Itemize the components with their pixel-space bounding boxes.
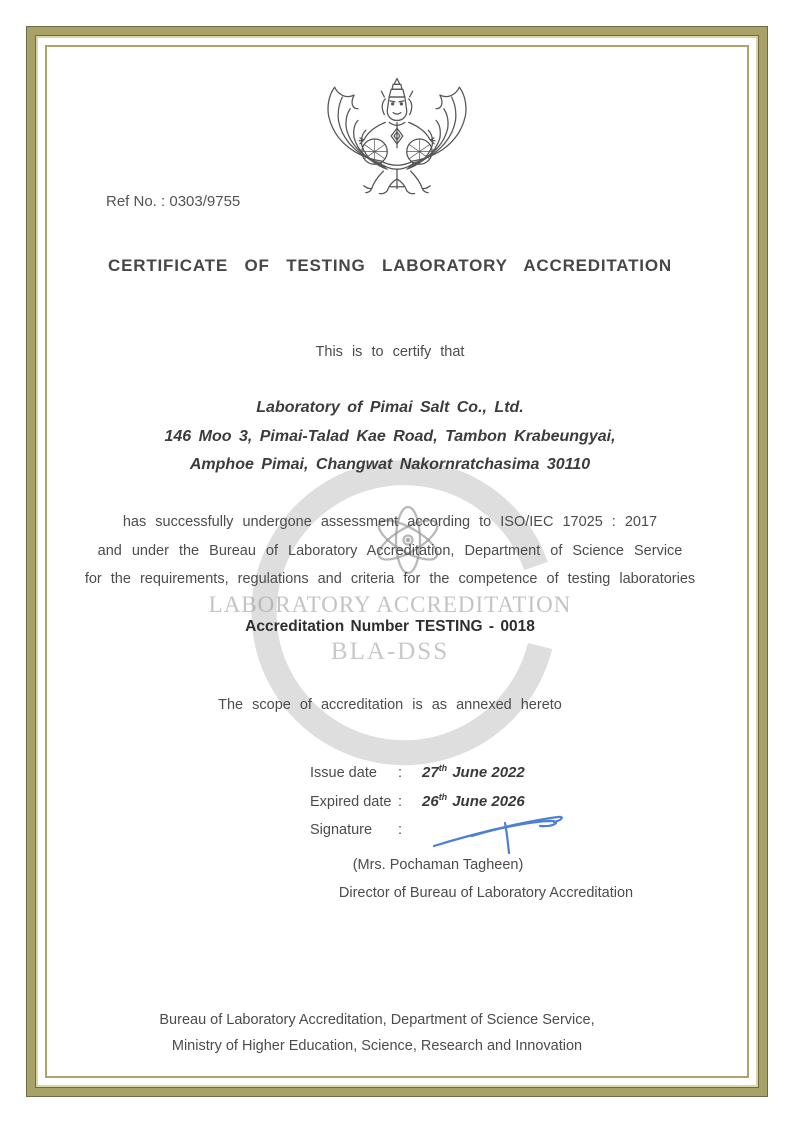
laboratory-address-line2: Amphoe Pimai, Changwat Nakornratchasima 30110 <box>189 456 591 473</box>
signature-stroke <box>428 806 570 858</box>
expired-date-value: 26th June 2026 <box>422 792 525 810</box>
expired-date-separator: : <box>398 794 403 810</box>
garuda-emblem <box>319 76 475 198</box>
issue-date-value: 27th June 2022 <box>422 763 525 781</box>
expired-date-label: Expired date <box>310 794 392 810</box>
accreditation-number: Accreditation Number TESTING - 0018 <box>245 618 535 635</box>
scope-note: The scope of accreditation is as annexed hereto <box>218 697 562 713</box>
issue-date-label: Issue date <box>310 765 377 781</box>
certify-intro: This is to certify that <box>315 344 465 360</box>
statement-line1: has successfully undergone assessment according to ISO/IEC 17025 : 2017 <box>122 514 658 530</box>
signatory-position: Director of Bureau of Laboratory Accreditation <box>338 885 634 901</box>
laboratory-address-line1: 146 Moo 3, Pimai-Talad Kae Road, Tambon Krabeungyai, <box>164 428 616 445</box>
issue-date-row <box>310 763 525 781</box>
watermark-abbr: BLA-DSS <box>330 638 450 665</box>
signature-row <box>310 822 422 838</box>
signature-label: Signature <box>310 822 373 838</box>
ref-number: Ref No. : 0303/9755 <box>106 193 241 210</box>
statement-line2: and under the Bureau of Laboratory Accreditation, Department of Science Service <box>97 543 683 559</box>
signatory-name: (Mrs. Pochaman Tagheen) <box>352 857 524 873</box>
certificate-title: CERTIFICATE OF TESTING LABORATORY ACCREDITATION <box>108 256 672 275</box>
signature-separator: : <box>398 822 403 838</box>
laboratory-name: Laboratory of Pimai Salt Co., Ltd. <box>256 399 524 416</box>
footer-line2: Ministry of Higher Education, Science, Research and Innovation <box>171 1038 583 1054</box>
watermark-title: LABORATORY ACCREDITATION <box>208 592 572 617</box>
statement-line3: for the requirements, regulations and criteria for the competence of testing laboratories <box>84 571 696 587</box>
footer-line1: Bureau of Laboratory Accreditation, Department of Science Service, <box>159 1012 595 1028</box>
issue-date-separator: : <box>398 765 403 781</box>
